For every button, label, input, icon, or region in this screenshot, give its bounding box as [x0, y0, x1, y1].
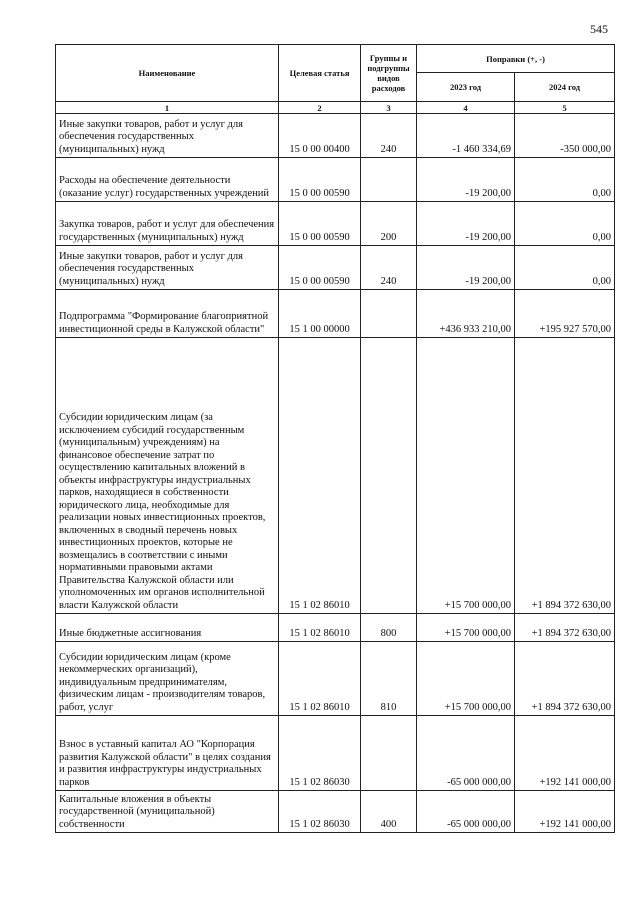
row-name: Субсидии юридическим лицам (за исключением субсидий государственным (муниципальным) учреждениям) на финансовое обеспечение затрат по осуществлению капитальных вложений в объекты инфраструктуры индустриальных парков, находящиеся в собственности юридического лица, необходимые для реализации новых инвестиционных проектов, включенных в сводный перечень новых инвестиционных проектов, которые не возмещались в соответствии с иными нормативными правовыми актами Правительства Калужской области или уполномоченных им органов исполнительной власти Калужской области [56, 338, 279, 614]
table-row [56, 158, 615, 202]
header-year-2024: 2024 год [515, 73, 615, 102]
column-number: 1 [56, 102, 279, 114]
row-name: Иные закупки товаров, работ и услуг для обеспечения государственных (муниципальных) нужд [56, 114, 279, 158]
row-amount-2023: -65 000 000,00 [417, 716, 515, 791]
row-group [361, 158, 417, 202]
row-amount-2024: +195 927 570,00 [515, 290, 615, 338]
row-target-article: 15 1 00 00000 [279, 290, 361, 338]
row-target-article: 15 1 02 86010 [279, 614, 361, 642]
row-amount-2023: -19 200,00 [417, 246, 515, 290]
row-target-article: 15 0 00 00590 [279, 246, 361, 290]
row-amount-2023: -65 000 000,00 [417, 791, 515, 833]
row-target-article: 15 0 00 00590 [279, 202, 361, 246]
header-year-2023: 2023 год [417, 73, 515, 102]
row-amount-2024: +1 894 372 630,00 [515, 614, 615, 642]
row-target-article: 15 1 02 86030 [279, 791, 361, 833]
column-number: 5 [515, 102, 615, 114]
header-amendments: Поправки (+, -) [417, 45, 615, 73]
row-amount-2023: +15 700 000,00 [417, 642, 515, 716]
row-amount-2024: 0,00 [515, 158, 615, 202]
row-target-article: 15 0 00 00400 [279, 114, 361, 158]
row-group: 240 [361, 114, 417, 158]
row-name: Субсидии юридическим лицам (кроме некоммерческих организаций), индивидуальным предпринимателям, физическим лицам - производителям товаров, работ, услуг [56, 642, 279, 716]
row-target-article: 15 0 00 00590 [279, 158, 361, 202]
row-amount-2023: -1 460 334,69 [417, 114, 515, 158]
table-row [56, 290, 615, 338]
row-group: 200 [361, 202, 417, 246]
table-row [56, 642, 615, 716]
row-group [361, 290, 417, 338]
table-row [56, 114, 615, 158]
table-row [56, 614, 615, 642]
row-name: Подпрограмма "Формирование благоприятной инвестиционной среды в Калужской области" [56, 290, 279, 338]
row-amount-2024: 0,00 [515, 246, 615, 290]
row-group: 810 [361, 642, 417, 716]
row-group: 400 [361, 791, 417, 833]
table-row [56, 202, 615, 246]
row-amount-2024: +192 141 000,00 [515, 791, 615, 833]
table-row [56, 791, 615, 833]
row-amount-2023: -19 200,00 [417, 202, 515, 246]
column-number: 3 [361, 102, 417, 114]
table-row [56, 246, 615, 290]
row-amount-2023: +15 700 000,00 [417, 614, 515, 642]
row-name: Расходы на обеспечение деятельности (оказание услуг) государственных учреждений [56, 158, 279, 202]
row-target-article: 15 1 02 86030 [279, 716, 361, 791]
row-target-article: 15 1 02 86010 [279, 642, 361, 716]
budget-amendments-table [55, 44, 615, 833]
row-name: Взнос в уставный капитал АО "Корпорация развития Калужской области" в целях создания и развития инфраструктуры индустриальных парков [56, 716, 279, 791]
row-name: Капитальные вложения в объекты государственной (муниципальной) собственности [56, 791, 279, 833]
row-name: Иные закупки товаров, работ и услуг для обеспечения государственных (муниципальных) нужд [56, 246, 279, 290]
row-target-article: 15 1 02 86010 [279, 338, 361, 614]
row-group: 800 [361, 614, 417, 642]
row-group [361, 716, 417, 791]
row-amount-2024: +1 894 372 630,00 [515, 642, 615, 716]
row-amount-2023: -19 200,00 [417, 158, 515, 202]
row-amount-2023: +436 933 210,00 [417, 290, 515, 338]
row-group [361, 338, 417, 614]
header-target-article: Целевая статья [279, 45, 361, 102]
row-amount-2024: 0,00 [515, 202, 615, 246]
table-row [56, 338, 615, 614]
row-amount-2024: -350 000,00 [515, 114, 615, 158]
table-row [56, 716, 615, 791]
row-name: Иные бюджетные ассигнования [56, 614, 279, 642]
header-name: Наименование [56, 45, 279, 102]
row-amount-2024: +192 141 000,00 [515, 716, 615, 791]
row-group: 240 [361, 246, 417, 290]
row-amount-2023: +15 700 000,00 [417, 338, 515, 614]
column-number: 4 [417, 102, 515, 114]
row-name: Закупка товаров, работ и услуг для обеспечения государственных (муниципальных) нужд [56, 202, 279, 246]
row-amount-2024: +1 894 372 630,00 [515, 338, 615, 614]
header-groups: Группы и подгруппы видов расходов [361, 45, 417, 102]
column-number: 2 [279, 102, 361, 114]
page-number: 545 [590, 22, 608, 36]
